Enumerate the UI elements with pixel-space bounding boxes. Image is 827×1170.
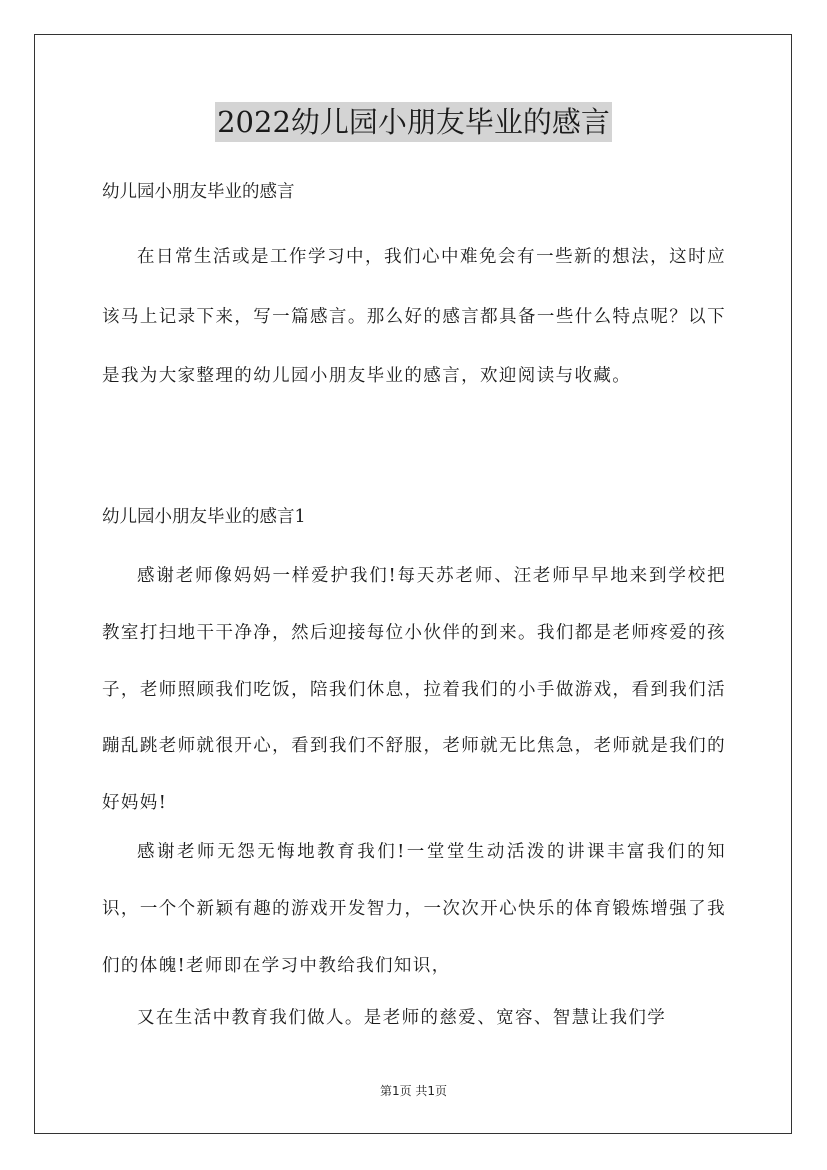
intro-paragraph: 在日常生活或是工作学习中，我们心中难免会有一些新的想法，这时应该马上记录下来，写一篇感言。那么好的感言都具备一些什么特点呢？以下是我为大家整理的幼儿园小朋友毕业的感言，欢迎阅读与收藏。 bbox=[102, 247, 726, 387]
page-footer: 第1页 共1页 bbox=[379, 1084, 448, 1098]
body-paragraph-3: 又在生活中教育我们做人。是老师的慈爱、宽容、智慧让我们学 bbox=[137, 1008, 667, 1028]
section-heading: 幼儿园小朋友毕业的感言1 bbox=[102, 507, 306, 527]
document-title-text: 2022幼儿园小朋友毕业的感言 bbox=[215, 102, 612, 142]
document-title bbox=[0, 101, 827, 142]
body-paragraph-1: 感谢老师像妈妈一样爱护我们!每天苏老师、汪老师早早地来到学校把教室打扫地干干净净，然后迎接每位小伙伴的到来。我们都是老师疼爱的孩子，老师照顾我们吃饭，陪我们休息，拉着我们的小手做游戏，看到我们活蹦乱跳老师就很开心，看到我们不舒服，老师就无比焦急，老师就是我们的好妈妈! bbox=[102, 566, 726, 814]
document-subtitle: 幼儿园小朋友毕业的感言 bbox=[102, 182, 295, 202]
body-paragraph-2: 感谢老师无怨无悔地教育我们!一堂堂生动活泼的讲课丰富我们的知识，一个个新颖有趣的游戏开发智力，一次次开心快乐的体育锻炼增强了我们的体魄!老师即在学习中教给我们知识， bbox=[102, 842, 726, 976]
